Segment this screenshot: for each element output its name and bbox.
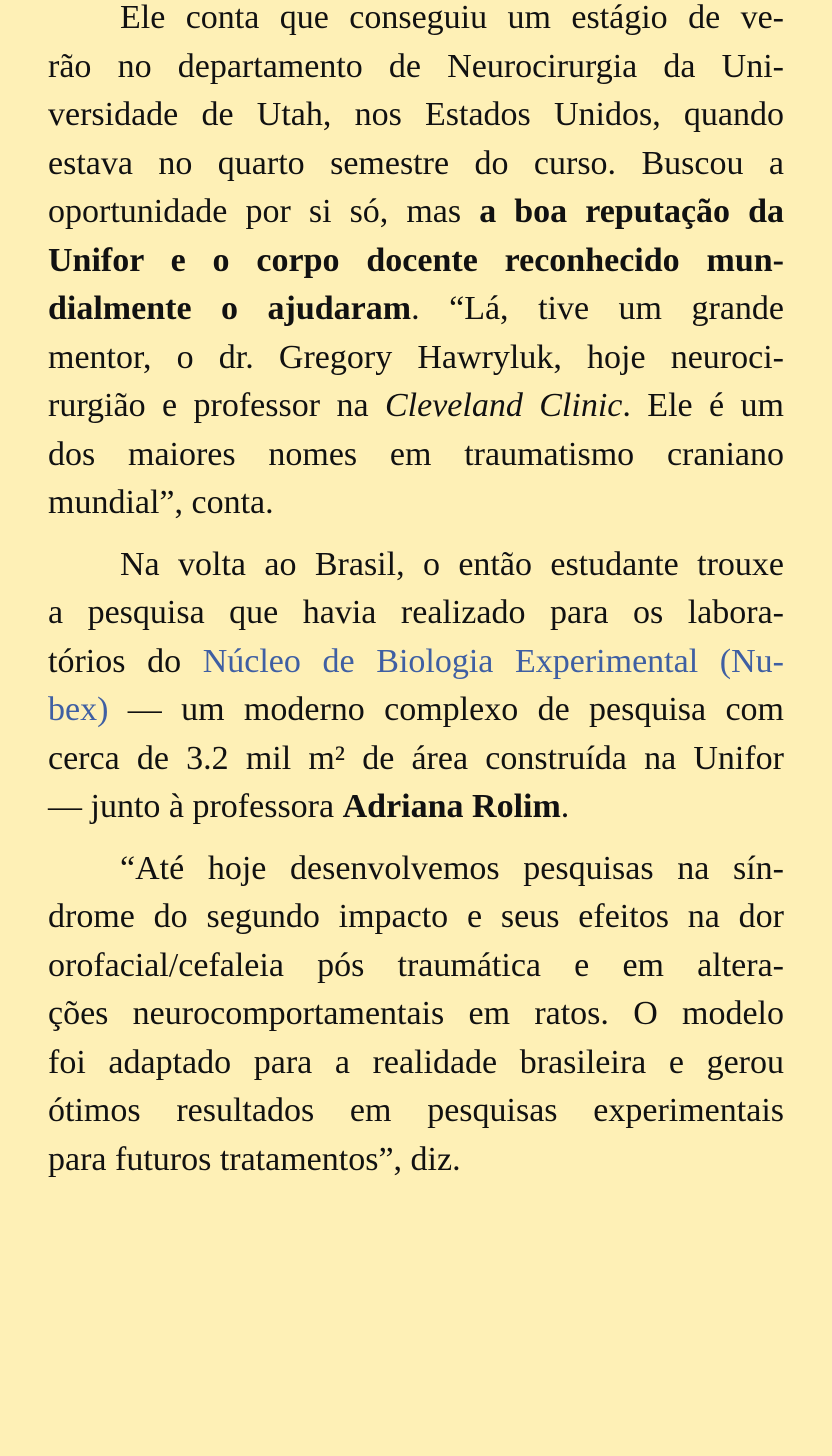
text-span: ótimos resultados em pesquisas experimentais [48, 1092, 784, 1129]
text-span: para futuros tratamentos”, diz. [48, 1140, 461, 1178]
ebook-page [48, 0, 784, 1197]
text-span: — junto à professora [48, 788, 343, 825]
text-span: rurgião e professor na [48, 387, 385, 424]
text-line [48, 140, 784, 189]
text-span: tórios do [48, 642, 203, 680]
text-line [48, 541, 784, 590]
text-span: Na volta ao Brasil, o então estudante trouxe [120, 545, 784, 583]
bold-text: Unifor e o corpo docente reconhecido mun- [48, 241, 784, 279]
text-line [48, 589, 784, 638]
text-line [48, 285, 784, 334]
text-line [48, 382, 784, 431]
text-span: mundial”, conta. [48, 484, 274, 521]
text-line [48, 638, 784, 687]
text-line [48, 942, 784, 991]
text-span: Ele conta que conseguiu um estágio de ve- [120, 0, 784, 36]
text-span: a pesquisa que havia realizado para os labora- [48, 594, 784, 631]
text-line [48, 686, 784, 735]
text-line [48, 0, 784, 43]
text-span: versidade de Utah, nos Estados Unidos, quando [48, 96, 784, 133]
paragraph [48, 845, 784, 1185]
text-line [48, 893, 784, 942]
text-line [48, 479, 784, 528]
text-line [48, 783, 784, 832]
text-span: estava no quarto semestre do curso. Buscou a [48, 144, 784, 182]
text-span: orofacial/cefaleia pós traumática e em altera- [48, 946, 784, 984]
text-span: rão no departamento de Neurocirurgia da Uni- [48, 47, 784, 85]
bold-text: a boa reputação da [479, 193, 784, 230]
text-span: dos maiores nomes em traumatismo craniano [48, 435, 784, 473]
text-span: . “Lá, tive um grande [411, 290, 785, 327]
text-line [48, 1136, 784, 1185]
nubex-link[interactable]: bex) [48, 691, 109, 728]
text-span: oportunidade por si só, mas [48, 193, 480, 230]
nubex-link[interactable]: Núcleo de Biologia Experimental (Nu- [202, 642, 784, 680]
italic-text: Cleveland Clinic [384, 387, 623, 424]
paragraph [48, 541, 784, 832]
text-span: . [560, 788, 570, 825]
bold-text: Adriana Rolim [342, 788, 561, 825]
paragraph [48, 0, 784, 528]
text-line [48, 735, 784, 784]
bold-text: dialmente o ajudaram [48, 290, 412, 327]
text-span: . Ele é um [622, 387, 785, 424]
text-span: — um moderno complexo de pesquisa com [108, 691, 784, 728]
text-line [48, 990, 784, 1039]
text-line [48, 237, 784, 286]
text-line [48, 334, 784, 383]
text-span: “Até hoje desenvolvemos pesquisas na sín- [120, 849, 784, 887]
text-span: cerca de 3.2 mil m² de área construída na Unifor [48, 739, 784, 777]
text-line [48, 91, 784, 140]
text-line [48, 1039, 784, 1088]
text-line [48, 43, 784, 92]
text-span: ções neurocomportamentais em ratos. O modelo [48, 995, 784, 1032]
text-line [48, 845, 784, 894]
text-span: foi adaptado para a realidade brasileira e gerou [48, 1043, 784, 1081]
text-line [48, 431, 784, 480]
text-line [48, 1087, 784, 1136]
text-line [48, 188, 784, 237]
text-span: mentor, o dr. Gregory Hawryluk, hoje neuroci- [48, 338, 784, 376]
text-span: drome do segundo impacto e seus efeitos na dor [48, 898, 784, 935]
